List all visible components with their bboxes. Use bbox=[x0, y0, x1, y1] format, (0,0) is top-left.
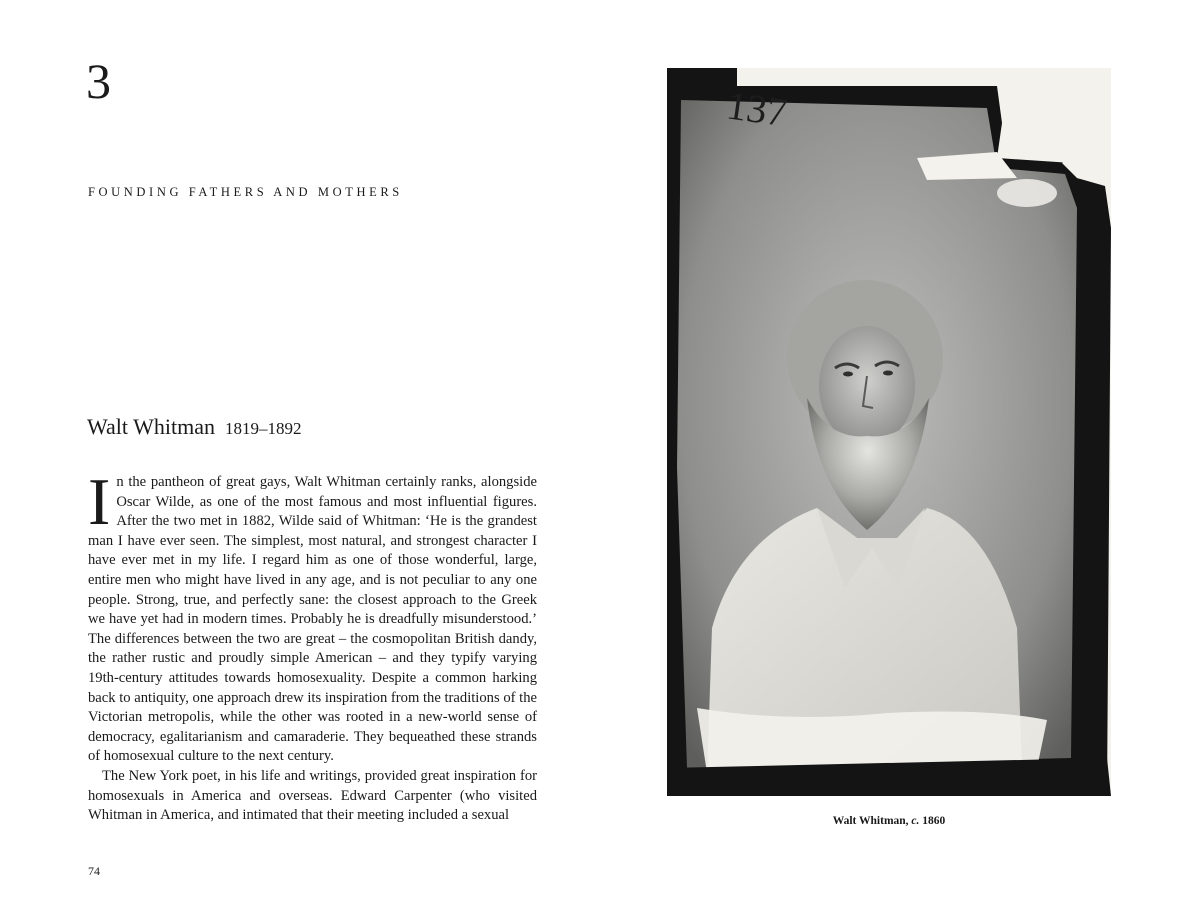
paragraph: The New York poet, in his life and writings, provided great inspiration for homosexuals in America and overseas. Edward Carpenter (who visited Whitman in America, and intimated that their meeting included a sexual bbox=[88, 767, 537, 824]
chapter-number: 3 bbox=[86, 53, 111, 109]
paragraph-text: n the pantheon of great gays, Walt Whitman certainly ranks, alongside Oscar Wilde, as one of the most famous and most influential figures. After the two met in 1882, Wilde said of Whitman: ‘He is the grandest man I have ever seen. The simplest, most natural, and strongest character I have ever met in my life. I regard him as one of those wonderful, large, entire men who might have lived in any age, and is not peculiar to any one people. Strong, true, and perfectly sane: the closest approach to the Greek we have yet had in modern times. Probably he is dreadfully misunderstood.’ The differences between the two are great – the cosmopolitan British dandy, the rather rustic and proudly simple American – and they typify varying 19th-century attitudes towards homosexuality. Despite a common harking back to antiquity, one approach drew its inspiration from the traditions of the Victorian metropolis, while the other was rooted in a new-world sense of democracy, egalitarianism and camaraderie. They bequeathed these strands of homosexual culture to the next century. bbox=[88, 474, 537, 765]
entry-dates: 1819–1892 bbox=[224, 419, 302, 438]
drop-cap: I bbox=[88, 465, 111, 539]
paragraph bbox=[88, 465, 537, 767]
plate-number: 137 bbox=[724, 82, 790, 136]
caption-year: 1860 bbox=[922, 815, 946, 827]
page-number: 74 bbox=[88, 864, 100, 878]
chapter-title: FOUNDING FATHERS AND MOTHERS bbox=[88, 185, 403, 199]
caption-name: Walt Whitman, bbox=[832, 815, 909, 827]
portrait-photo bbox=[667, 68, 1111, 796]
body-text bbox=[88, 465, 537, 826]
entry-name: Walt Whitman bbox=[87, 414, 215, 439]
entry-heading bbox=[87, 414, 301, 440]
portrait-image bbox=[667, 68, 1111, 796]
caption-circa: c. bbox=[911, 815, 920, 827]
photo-caption bbox=[667, 815, 1111, 827]
